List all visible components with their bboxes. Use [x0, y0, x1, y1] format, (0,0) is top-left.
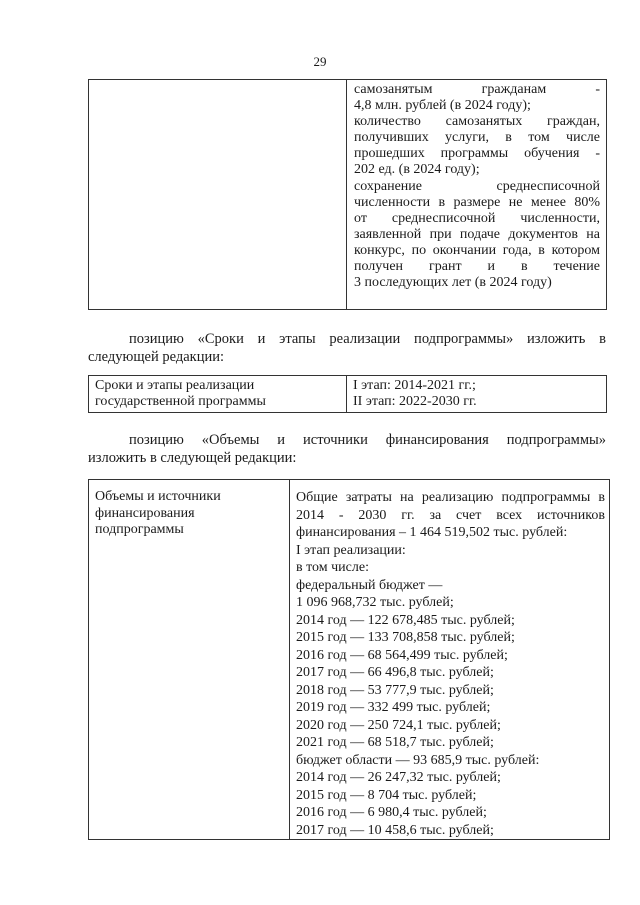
instruction-line: следующей редакции: [88, 349, 225, 365]
terms-value-cell [347, 376, 607, 413]
funding-line: 2020 год — 250 724,1 тыс. рублей; [296, 717, 501, 733]
stage-two: II этап: 2022-2030 гг. [353, 394, 477, 409]
instruction-line: позицию «Объемы и источники финансирования подпрограммы» [129, 432, 606, 448]
funding-line: в том числе: [296, 560, 369, 575]
instruction-paragraph-funding [88, 431, 606, 467]
funding-line: 2017 год — 66 496,8 тыс. рублей; [296, 665, 494, 680]
indicator-line: 202 ед. (в 2024 году); [354, 162, 480, 178]
terms-label-cell [89, 376, 347, 413]
indicator-line: 4,8 млн. рублей (в 2024 году); [354, 98, 531, 114]
funding-line: бюджет области — 93 685,9 тыс. рублей: [296, 752, 540, 768]
terms-table [88, 375, 607, 413]
instruction-line: изложить в следующей редакции: [88, 450, 297, 466]
indicator-line: от среднесписочной численности, [354, 210, 600, 226]
page-number: 29 [313, 54, 327, 69]
funding-line: 2015 год — 8 704 тыс. рублей; [296, 787, 477, 803]
stage-one: I этап: 2014-2021 гг.; [353, 378, 476, 393]
funding-line: финансирования – 1 464 519,502 тыс. рублей: [296, 525, 568, 540]
funding-label-line: подпрограммы [95, 522, 184, 537]
indicator-line: получен грант и в течение [354, 259, 600, 275]
indicator-line: самозанятым гражданам - [354, 82, 600, 97]
funding-line: 2014 - 2030 гг. за счет всех источников [296, 507, 605, 523]
funding-label-cell [89, 480, 290, 840]
indicator-line: прошедших программы обучения - [354, 146, 600, 162]
funding-line: 2014 год — 122 678,485 тыс. рублей; [296, 612, 515, 628]
funding-line: 2015 год — 133 708,858 тыс. рублей; [296, 630, 515, 645]
indicators-cell [347, 80, 607, 310]
terms-label-line: Сроки и этапы реализации [95, 378, 255, 393]
funding-line: 2014 год — 26 247,32 тыс. рублей; [296, 770, 501, 785]
continuation-table [88, 79, 607, 310]
indicator-line: заявленной при подаче документов на [354, 226, 600, 242]
funding-label-line: финансирования [95, 505, 195, 521]
funding-line: I этап реализации: [296, 542, 406, 558]
indicator-line: 3 последующих лет (в 2024 году) [354, 275, 552, 291]
empty-left-cell [89, 80, 347, 310]
funding-line: 2016 год — 6 980,4 тыс. рублей; [296, 805, 487, 820]
funding-label-line: Объемы и источники [95, 489, 221, 504]
indicator-line: получивших услуги, в том числе [354, 130, 600, 146]
terms-label-line: государственной программы [95, 394, 266, 409]
funding-line: Общие затраты на реализацию подпрограммы в [296, 490, 605, 505]
indicator-line: конкурс, по окончании года, в котором [354, 242, 600, 258]
funding-line: 2016 год — 68 564,499 тыс. рублей; [296, 647, 508, 663]
indicator-line: численности в размере не менее 80% [354, 194, 600, 210]
funding-line: 2017 год — 10 458,6 тыс. рублей; [296, 822, 494, 838]
funding-line: 2021 год — 68 518,7 тыс. рублей; [296, 735, 494, 750]
funding-line: 1 096 968,732 тыс. рублей; [296, 595, 454, 610]
indicator-line: количество самозанятых граждан, [354, 114, 600, 130]
instruction-paragraph-terms [88, 330, 606, 366]
funding-table [88, 479, 610, 840]
instruction-line: позицию «Сроки и этапы реализации подпрограммы» изложить в [129, 331, 606, 347]
funding-line: 2019 год — 332 499 тыс. рублей; [296, 700, 491, 715]
indicator-line: сохранение среднесписочной [354, 178, 600, 194]
funding-line: 2018 год — 53 777,9 тыс. рублей; [296, 682, 494, 698]
funding-value-cell [290, 480, 610, 840]
funding-line: федеральный бюджет — [296, 577, 443, 593]
